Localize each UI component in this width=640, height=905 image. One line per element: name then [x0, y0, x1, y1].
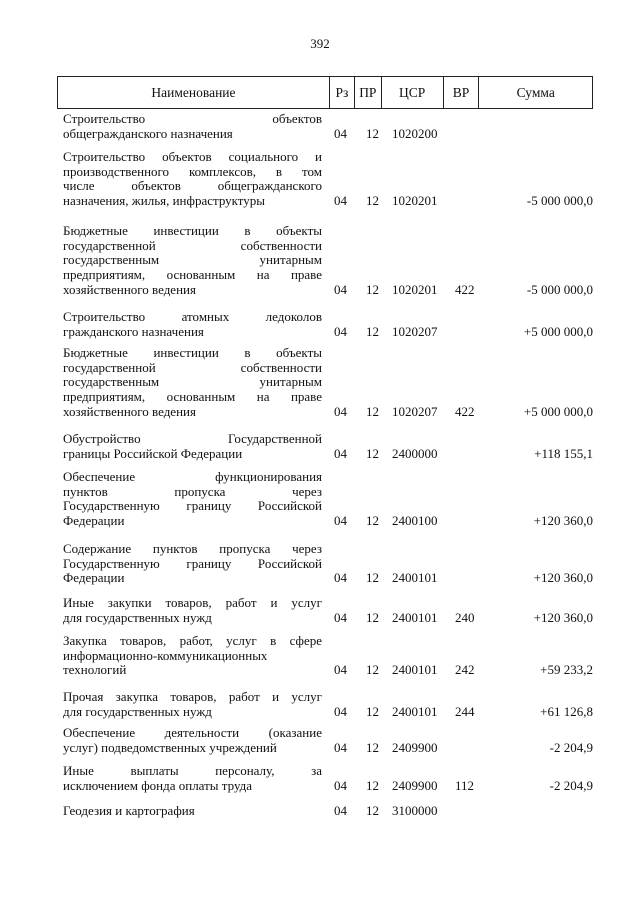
row-vr: 240 [455, 609, 475, 625]
row-rz: 04 [334, 739, 347, 755]
row-name-line: производственного комплексов, в том [63, 163, 322, 179]
row-name-line: государственным унитарным [63, 374, 322, 390]
row-name-line: Иные закупки товаров, работ и услуг [63, 595, 322, 610]
row-name [63, 224, 322, 298]
row-name-line: Бюджетные инвестиции в объекты [63, 223, 322, 238]
row-name-line: Строительство объектов социального и [63, 149, 322, 164]
row-name-line: Строительство объектов [63, 111, 322, 126]
row-rz: 04 [334, 570, 347, 586]
row-name-line: назначения, жилья, инфраструктуры [63, 193, 266, 209]
row-name-line: Прочая закупка товаров, работ и услуг [63, 689, 322, 704]
row-name-line: хозяйственного ведения [63, 403, 196, 419]
row-name-line: для государственных нужд [63, 703, 212, 719]
table-header [57, 76, 593, 109]
row-name-line: Обеспечение деятельности (оказание [63, 725, 322, 740]
row-rz: 04 [334, 445, 347, 461]
header-rz: Рз [330, 77, 355, 108]
row-name [63, 112, 322, 141]
row-name-line: исключением фонда оплаты труда [63, 777, 253, 793]
row-name [63, 634, 322, 678]
row-csr: 1020207 [392, 403, 438, 419]
row-name-line: Геодезия и картография [63, 803, 195, 818]
row-rz: 04 [334, 513, 347, 529]
row-vr: 422 [455, 281, 475, 297]
row-pr: 12 [366, 662, 379, 678]
row-name-line: границы Российской Федерации [63, 445, 243, 461]
row-name-line: государственной собственности [63, 359, 322, 375]
row-name-line: Иные выплаты персоналу, за [63, 763, 322, 778]
row-name-line: Закупка товаров, работ, услуг в сфере [63, 633, 322, 648]
row-name [63, 542, 322, 586]
row-sum: +5 000 000,0 [523, 403, 593, 419]
row-sum: -5 000 000,0 [526, 193, 593, 209]
row-name-line: Бюджетные инвестиции в объекты [63, 345, 322, 360]
row-vr: 112 [455, 777, 475, 793]
row-sum: +118 155,1 [534, 445, 593, 461]
row-csr: 1020207 [392, 323, 438, 339]
row-name-line: предприятиям, основанным на праве [63, 267, 322, 283]
row-rz: 04 [334, 403, 347, 419]
row-csr: 1020200 [392, 125, 438, 141]
row-sum: -5 000 000,0 [526, 281, 593, 297]
page-number: 392 [310, 36, 330, 51]
header-sum: Сумма [516, 84, 555, 100]
header-pr: ПР [355, 77, 382, 108]
row-name-line: Обеспечение функционирования [63, 469, 322, 484]
row-csr: 2400101 [392, 570, 438, 586]
row-name [63, 726, 322, 755]
row-pr: 12 [366, 739, 379, 755]
row-csr: 2409900 [392, 777, 438, 793]
row-rz: 04 [334, 777, 347, 793]
row-vr: 422 [455, 403, 475, 419]
row-rz: 04 [334, 803, 347, 818]
row-pr: 12 [366, 703, 379, 719]
row-csr: 2400101 [392, 703, 438, 719]
row-sum: +120 360,0 [533, 609, 593, 625]
row-vr: 242 [455, 662, 475, 678]
row-pr: 12 [366, 125, 379, 141]
row-sum: +5 000 000,0 [523, 323, 593, 339]
row-pr: 12 [366, 445, 379, 461]
row-name-line: гражданского назначения [63, 323, 204, 339]
row-csr: 1020201 [392, 193, 438, 209]
row-csr: 1020201 [392, 281, 438, 297]
row-rz: 04 [334, 703, 347, 719]
row-name-line: государственным унитарным [63, 252, 322, 268]
row-name-line: Федерации [63, 513, 125, 529]
row-name-line: Государственную границу Российской [63, 498, 322, 514]
header-csr: ЦСР [382, 77, 444, 108]
row-csr: 2400101 [392, 609, 438, 625]
row-rz: 04 [334, 662, 347, 678]
row-name [63, 690, 322, 719]
row-name-line: Содержание пунктов пропуска через [63, 541, 322, 556]
row-name-line: для государственных нужд [63, 609, 212, 625]
row-name-line: государственной собственности [63, 237, 322, 253]
row-sum: +61 126,8 [540, 703, 593, 719]
row-name-line: услуг) подведомственных учреждений [63, 739, 277, 755]
row-csr: 2400101 [392, 662, 438, 678]
row-pr: 12 [366, 513, 379, 529]
row-sum: +120 360,0 [533, 570, 593, 586]
row-name [63, 432, 322, 461]
row-pr: 12 [366, 803, 379, 818]
row-csr: 2400000 [392, 445, 438, 461]
row-name-line: Федерации [63, 570, 125, 586]
row-name [63, 804, 322, 819]
row-csr: 3100000 [392, 803, 438, 818]
row-rz: 04 [334, 193, 347, 209]
row-name-line: общегражданского назначения [63, 125, 233, 141]
row-name-line: числе объектов общегражданского [63, 178, 322, 194]
row-name-line: Обустройство Государственной [63, 431, 322, 446]
row-name [63, 470, 322, 529]
row-name-line: Государственную границу Российской [63, 555, 322, 571]
row-rz: 04 [334, 323, 347, 339]
row-sum: +120 360,0 [533, 513, 593, 529]
row-name-line: технологий [63, 662, 127, 678]
row-sum: +59 233,2 [540, 662, 593, 678]
row-pr: 12 [366, 570, 379, 586]
row-name-line: хозяйственного ведения [63, 281, 196, 297]
row-name [63, 764, 322, 793]
row-pr: 12 [366, 609, 379, 625]
row-name [63, 346, 322, 420]
row-pr: 12 [366, 193, 379, 209]
row-pr: 12 [366, 403, 379, 419]
row-csr: 2400100 [392, 513, 438, 529]
header-name: Наименование [58, 77, 330, 108]
row-csr: 2409900 [392, 739, 438, 755]
row-rz: 04 [334, 125, 347, 141]
row-rz: 04 [334, 609, 347, 625]
row-vr: 244 [455, 703, 475, 719]
row-name [63, 310, 322, 339]
row-name-line: предприятиям, основанным на праве [63, 389, 322, 405]
row-sum: -2 204,9 [549, 777, 593, 793]
row-pr: 12 [366, 777, 379, 793]
row-name-line: пунктов пропуска через [63, 483, 322, 499]
row-rz: 04 [334, 281, 347, 297]
row-pr: 12 [366, 323, 379, 339]
row-sum: -2 204,9 [549, 739, 593, 755]
row-name-line: информационно-коммуникационных [63, 647, 268, 663]
row-name [63, 150, 322, 209]
header-vr: ВР [444, 77, 480, 108]
row-name-line: Строительство атомных ледоколов [63, 309, 322, 324]
row-pr: 12 [366, 281, 379, 297]
row-name [63, 596, 322, 625]
